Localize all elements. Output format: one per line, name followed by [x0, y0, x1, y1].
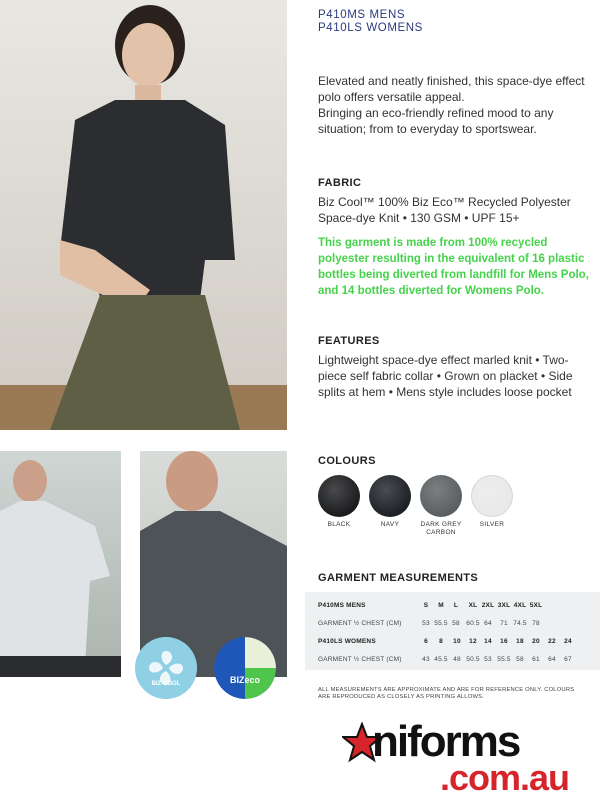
colour-swatch-navy	[369, 475, 411, 517]
chest-cell: 58	[516, 656, 524, 663]
recycled-note: This garment is made from 100% recycled polyester resulting in the equivalent of 16 plastic bottles being diverted from landfill for Mens Polo, and 14 bottles diverted for Womens Polo.	[318, 237, 589, 297]
colour-swatch-silver	[471, 475, 513, 517]
size-cell: 3XL	[497, 602, 511, 609]
colours-heading: COLOURS	[318, 455, 376, 467]
chest-cell: 78	[532, 620, 540, 627]
size-cell: 5XL	[529, 602, 543, 609]
size-cell: L	[453, 602, 459, 609]
measurements-disclaimer: ALL MEASUREMENTS ARE APPROXIMATE AND ARE FOR REFERENCE ONLY. COLOURS ARE REPRODUCED AS CLOSELY AS PRINTING ALLOWS.	[318, 687, 575, 700]
features-text: Lightweight space-dye effect marled knit • Two-piece self fabric collar • Grown on placket • Side splits at hem • Mens style includes loose pocket	[318, 353, 573, 399]
product-photo-mens-silver	[0, 451, 121, 677]
chest-cell: 61	[532, 656, 540, 663]
size-cell: 2XL	[481, 602, 495, 609]
womens-size-label: P410LS WOMENS	[318, 638, 376, 645]
chest-cell: 74.5	[513, 620, 527, 627]
chest-cell: 55.5	[434, 620, 448, 627]
size-cell: 10	[453, 638, 461, 645]
mens-size-label: P410MS MENS	[318, 602, 366, 609]
biz-eco-icon	[214, 637, 276, 699]
biz-cool-icon	[135, 637, 197, 699]
biz-eco-label: BIZeco	[229, 675, 260, 685]
product-photo-womens	[0, 0, 287, 430]
colour-label-dark-grey-carbon: DARK GREY CARBON	[420, 521, 462, 536]
chest-cell: 53	[422, 620, 430, 627]
size-cell: 4XL	[513, 602, 527, 609]
chest-cell: 48	[453, 656, 461, 663]
chest-cell: 45.5	[434, 656, 448, 663]
logo-domain: .com.au	[440, 757, 570, 798]
size-cell: 20	[532, 638, 540, 645]
product-code-mens: P410MS MENS	[318, 9, 406, 21]
size-cell: 8	[439, 638, 443, 645]
chest-cell: 53	[484, 656, 492, 663]
size-cell: XL	[468, 602, 478, 609]
features-heading: FEATURES	[318, 335, 380, 347]
fabric-text: Biz Cool™ 100% Biz Eco™ Recycled Polyester Space-dye Knit • 130 GSM • UPF 15+	[318, 195, 571, 225]
chest-cell: 64	[484, 620, 492, 627]
size-cell: 6	[424, 638, 428, 645]
colour-label-black: BLACK	[327, 521, 351, 528]
biz-cool-badge	[135, 637, 197, 699]
mens-silver-model-illustration	[0, 451, 121, 677]
chest-cell: 43	[422, 656, 430, 663]
logo-wordmark: niforms	[372, 717, 520, 766]
size-cell: 16	[500, 638, 508, 645]
measurements-heading: GARMENT MEASUREMENTS	[318, 572, 479, 584]
biz-cool-label: BIZ COOL	[151, 681, 181, 687]
product-code-womens: P410LS WOMENS	[318, 22, 423, 34]
chest-cell: 67	[564, 656, 572, 663]
chest-cell: 55.5	[497, 656, 511, 663]
mens-chest-label: GARMENT ½ CHEST (CM)	[318, 620, 402, 627]
size-cell: 18	[516, 638, 524, 645]
colour-swatch-black	[318, 475, 360, 517]
fabric-heading: FABRIC	[318, 177, 362, 189]
chest-cell: 50.5	[466, 656, 480, 663]
chest-cell: 71	[500, 620, 508, 627]
size-cell: 12	[469, 638, 477, 645]
chest-cell: 60.5	[466, 620, 480, 627]
size-cell: 22	[548, 638, 556, 645]
size-cell: 24	[564, 638, 572, 645]
chest-cell: 64	[548, 656, 556, 663]
womens-model-illustration	[0, 0, 287, 430]
colour-label-silver: SILVER	[479, 521, 505, 528]
description-line-1: Elevated and neatly finished, this space-dye effect polo offers versatile appeal.	[318, 74, 585, 104]
womens-chest-label: GARMENT ½ CHEST (CM)	[318, 656, 402, 663]
biz-eco-badge	[214, 637, 276, 699]
size-cell: M	[438, 602, 444, 609]
size-cell: 14	[484, 638, 492, 645]
colour-label-navy: NAVY	[380, 521, 400, 528]
product-codes	[318, 9, 423, 35]
description-line-2: Bringing an eco-friendly refined mood to any situation; from to everyday to sportswear.	[318, 106, 554, 136]
chest-cell: 58	[452, 620, 460, 627]
size-cell: S	[423, 602, 429, 609]
colour-swatch-dark-grey-carbon	[420, 475, 462, 517]
product-description	[318, 73, 588, 137]
